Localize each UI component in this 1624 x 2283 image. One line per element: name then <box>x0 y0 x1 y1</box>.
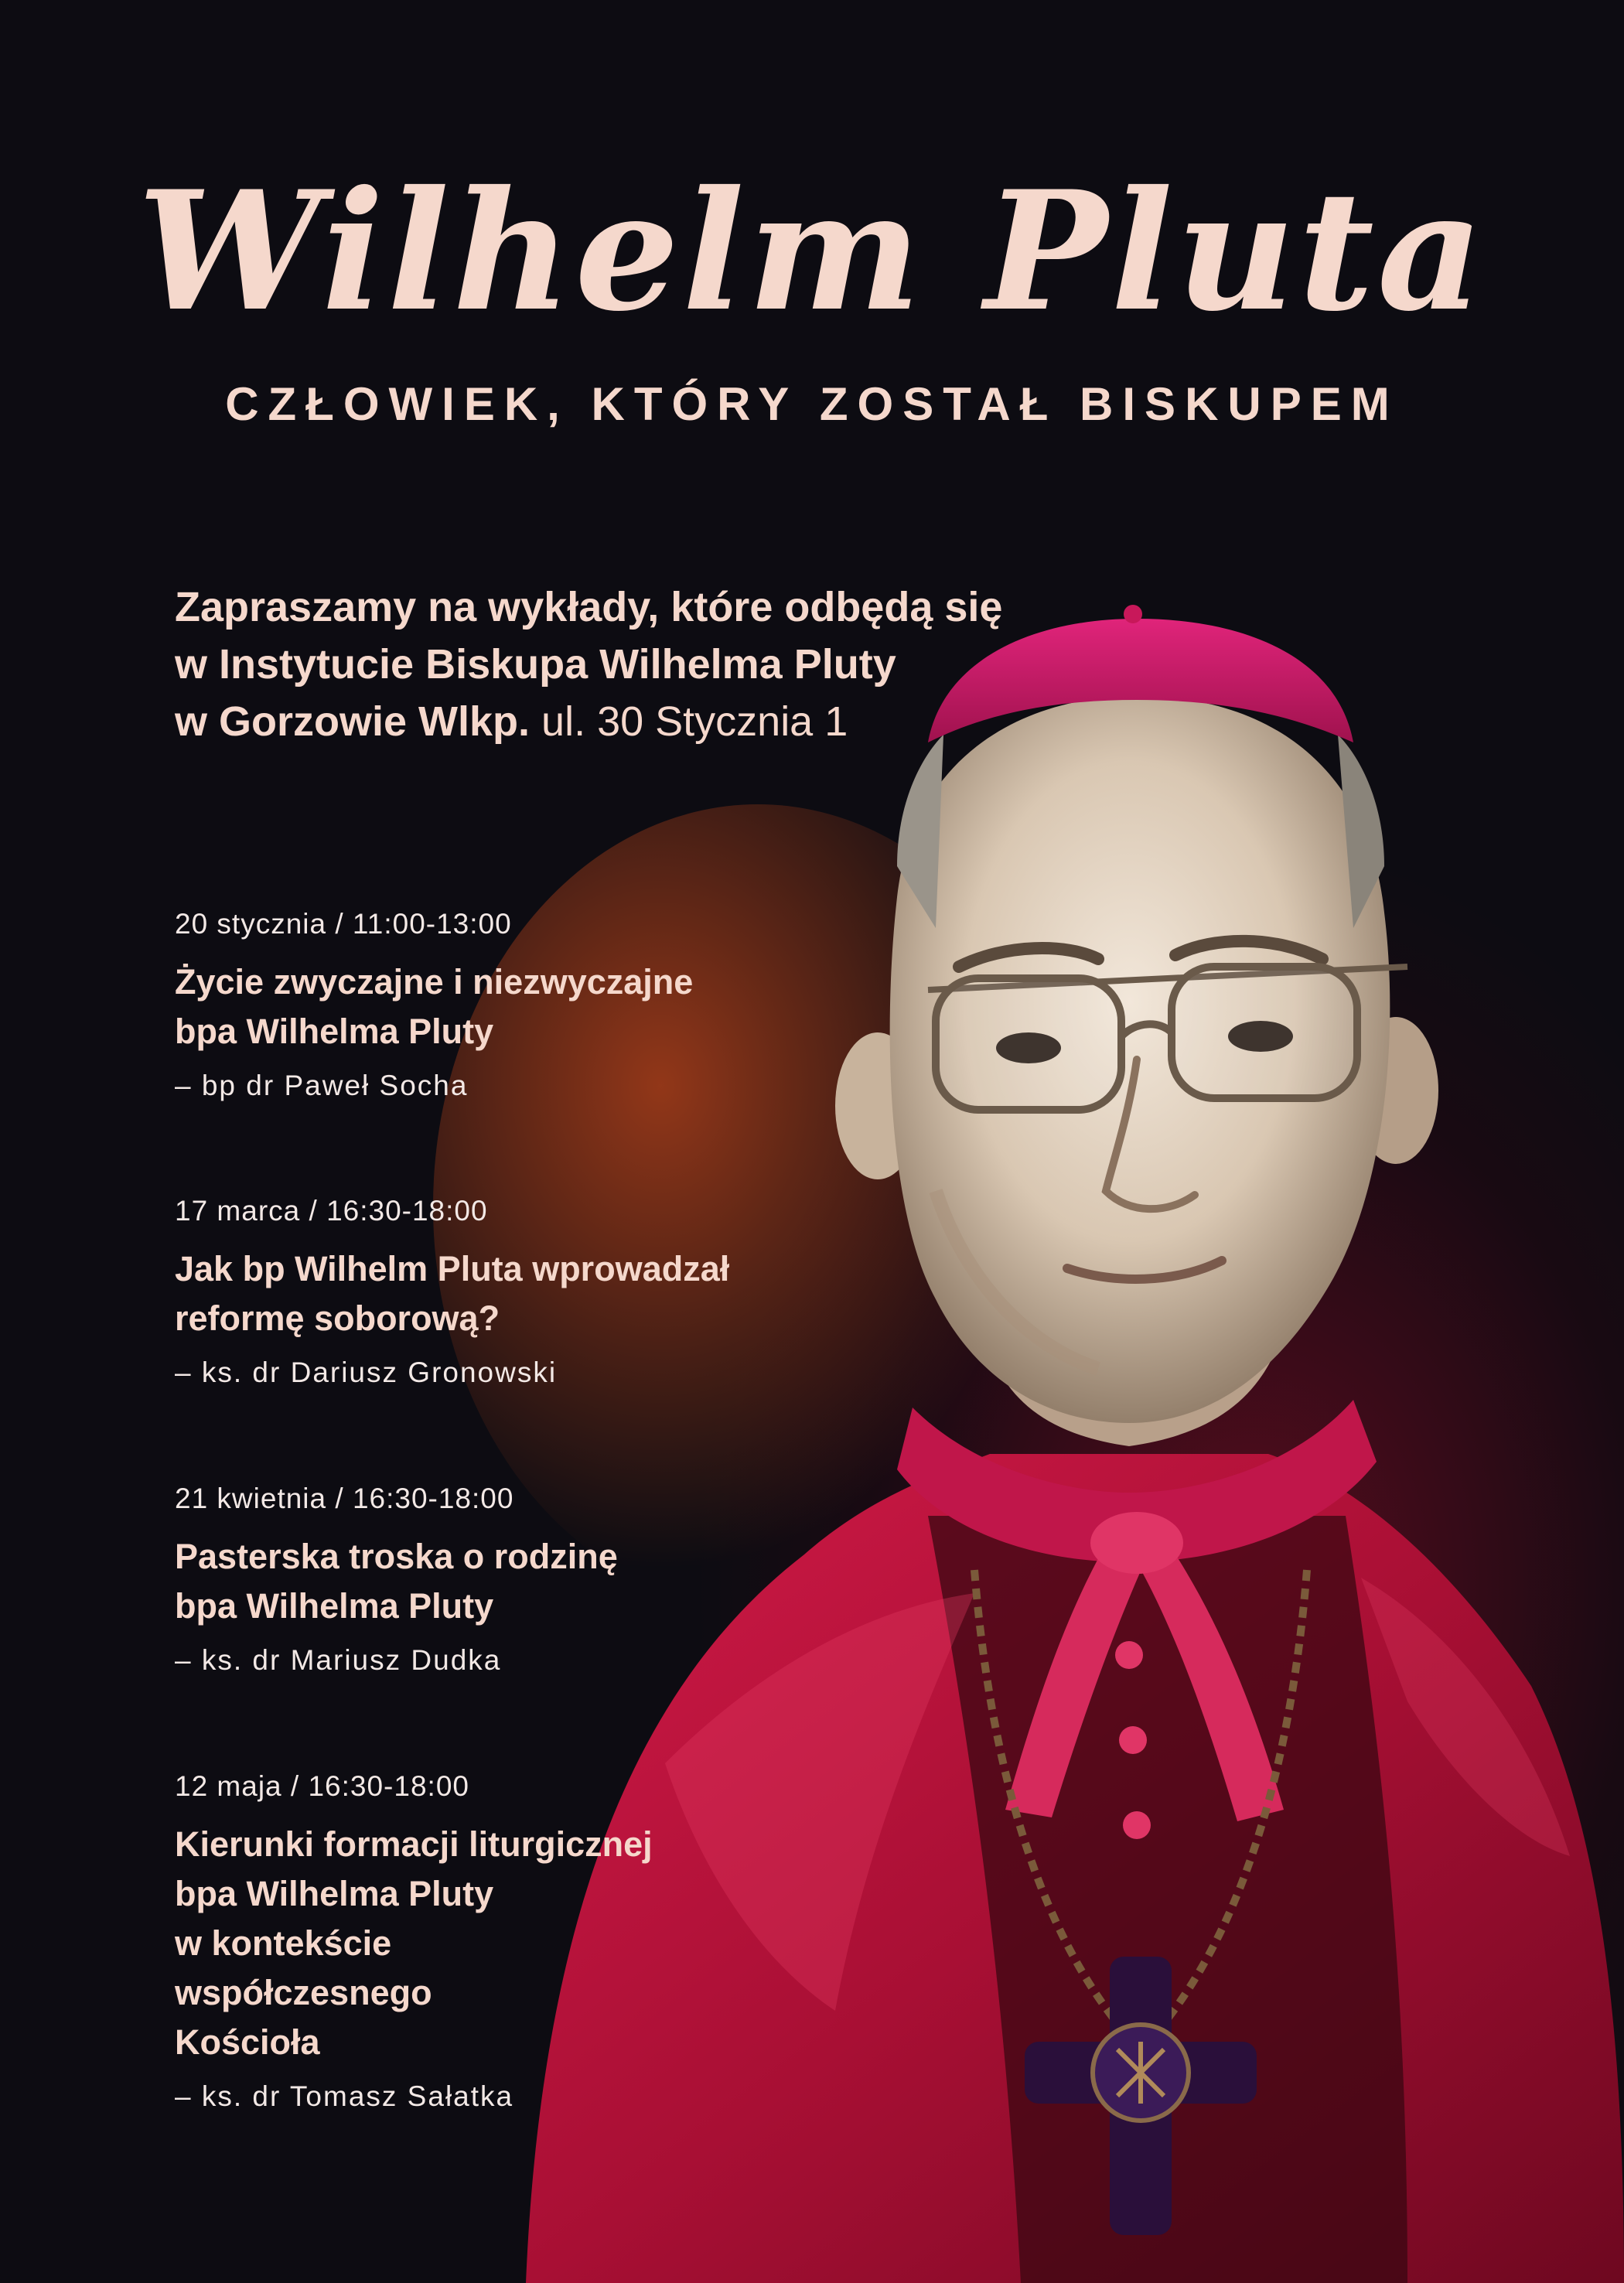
lecture-title-line: bpa Wilhelma Pluty <box>175 1586 494 1626</box>
lecture-date: 20 stycznia / 11:00-13:00 <box>175 908 512 940</box>
lecture-item-4 <box>175 1767 948 2117</box>
lecture-title <box>175 1820 948 2067</box>
lecture-title-line: Jak bp Wilhelm Pluta wprowadzał <box>175 1249 730 1288</box>
lecture-title-line: w kontekście <box>175 1923 392 1963</box>
lecture-item-2 <box>175 1192 948 1393</box>
invitation-line-3 <box>175 693 1257 750</box>
invitation-line-1: Zapraszamy na wykłady, które odbędą się <box>175 584 1003 630</box>
lecture-speaker: – bp dr Paweł Socha <box>175 1070 469 1101</box>
invitation-line-2: w Instytucie Biskupa Wilhelma Pluty <box>175 641 896 688</box>
invitation-city: w Gorzowie Wlkp. <box>175 698 531 745</box>
lecture-title <box>175 1244 948 1343</box>
lecture-speaker: – ks. dr Dariusz Gronowski <box>175 1356 558 1388</box>
lecture-title-line: reformę soborową? <box>175 1298 500 1338</box>
lecture-title-line: bpa Wilhelma Pluty <box>175 1012 494 1051</box>
lecture-title-line: Kościoła <box>175 2022 320 2062</box>
poster-subtitle: CZŁOWIEK, KTÓRY ZOSTAŁ BISKUPEM <box>225 378 1399 430</box>
lecture-speaker: – ks. dr Mariusz Dudka <box>175 1644 502 1676</box>
poster-title: Wilhelm Pluta <box>137 155 1487 347</box>
lecture-item-3 <box>175 1479 948 1681</box>
lecture-title-line: Pasterska troska o rodzinę <box>175 1537 618 1576</box>
invitation-address: ul. 30 Stycznia 1 <box>530 698 848 745</box>
lecture-title-line: współczesnego <box>175 1973 432 2012</box>
lecture-title <box>175 957 948 1056</box>
invitation-text <box>175 578 1257 750</box>
lecture-item-1 <box>175 905 948 1106</box>
lecture-date: 21 kwietnia / 16:30-18:00 <box>175 1483 514 1514</box>
lecture-title-line: bpa Wilhelma Pluty <box>175 1874 494 1913</box>
lecture-title <box>175 1532 948 1631</box>
lecture-speaker: – ks. dr Tomasz Sałatka <box>175 2080 514 2112</box>
lecture-date: 12 maja / 16:30-18:00 <box>175 1770 469 1802</box>
lecture-title-line: Życie zwyczajne i niezwyczajne <box>175 962 694 1002</box>
lecture-title-line: Kierunki formacji liturgicznej <box>175 1824 653 1864</box>
lecture-date: 17 marca / 16:30-18:00 <box>175 1195 488 1227</box>
